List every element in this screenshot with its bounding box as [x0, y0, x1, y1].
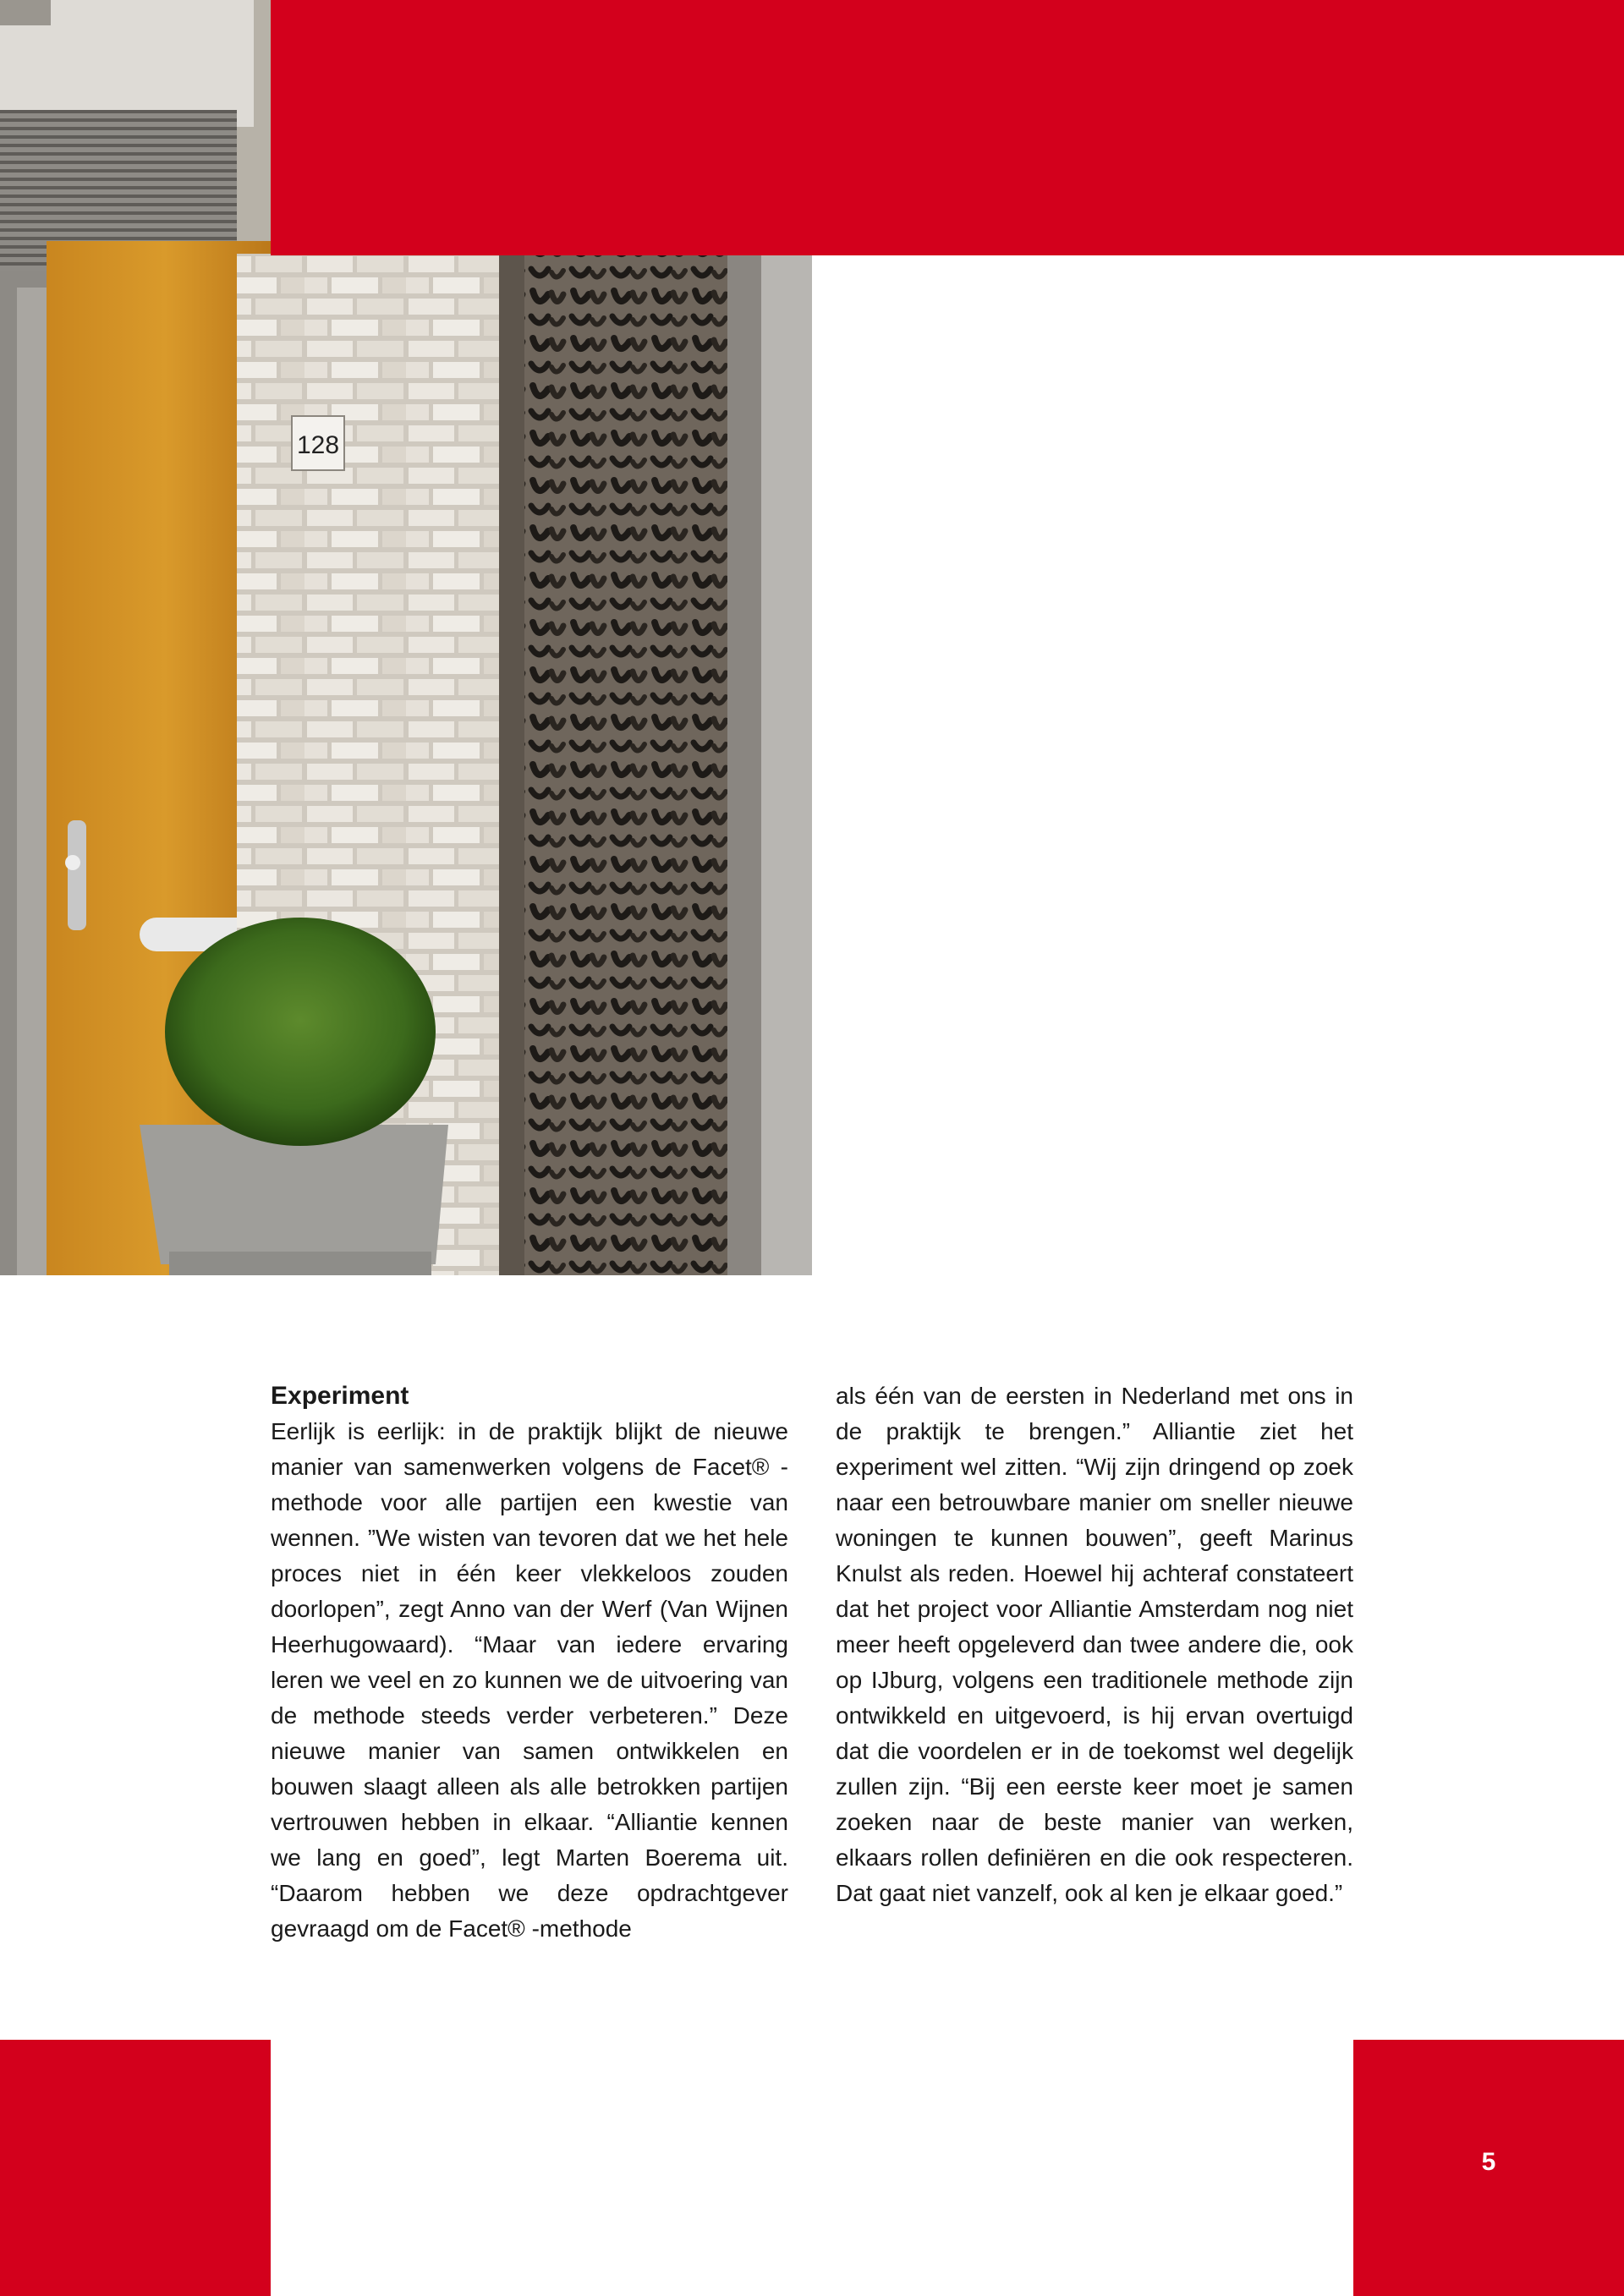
- article-column-left: [271, 1378, 788, 1947]
- bottom-left-red-block: [0, 2040, 271, 2296]
- page-number: 5: [1481, 2148, 1496, 2176]
- article-text-right: als één van de eersten in Nederland met ons in de praktijk te brengen.” Alliantie ziet het experiment wel zitten. “Wij zijn dringend op zoek naar een betrouwbare manier om sneller nieuwe woningen te kunnen bouwen”, geeft Marinus Knulst als reden. Hoewel hij achteraf constateert dat het project voor Alliantie Amsterdam nog niet meer heeft opgeleverd dan twee andere die, ook op IJburg, volgens een traditionele methode zijn ontwikkeld en uitgevoerd, is hij ervan overtuigd dat die voordelen er in de toekomst wel degelijk zullen zijn. “Bij een eerste keer moet je samen zoeken naar de beste manier van werken, elkaars rollen definiëren en die ook respecteren. Dat gaat niet vanzelf, ook al ken je elkaar goed.”: [836, 1383, 1353, 1906]
- article-column-right: [836, 1378, 1353, 1911]
- house-number: 128: [296, 431, 340, 459]
- article-text-left: Eerlijk is eerlijk: in de praktijk blijkt de nieuwe manier van samenwerken volgens de Facet® -methode voor alle partijen een kwestie van wennen. ”We wisten van tevoren dat we het hele proces niet in één keer vlekkeloos zouden doorlopen”, zegt Anno van der Werf (Van Wijnen Heerhugowaard). “Maar van iedere ervaring leren we veel en zo kunnen we de uitvoering van de methode steeds verder verbeteren.” Deze nieuwe manier van samen ontwikkelen en bouwen slaagt alleen als alle betrokken partijen vertrouwen hebben in elkaar. “Alliantie kennen we lang en goed”, legt Marten Boerema uit. “Daarom hebben we deze opdrachtgever gevraagd om de Facet® -methode: [271, 1418, 788, 1942]
- article-heading: Experiment: [271, 1382, 409, 1410]
- top-red-bar: [271, 0, 1624, 255]
